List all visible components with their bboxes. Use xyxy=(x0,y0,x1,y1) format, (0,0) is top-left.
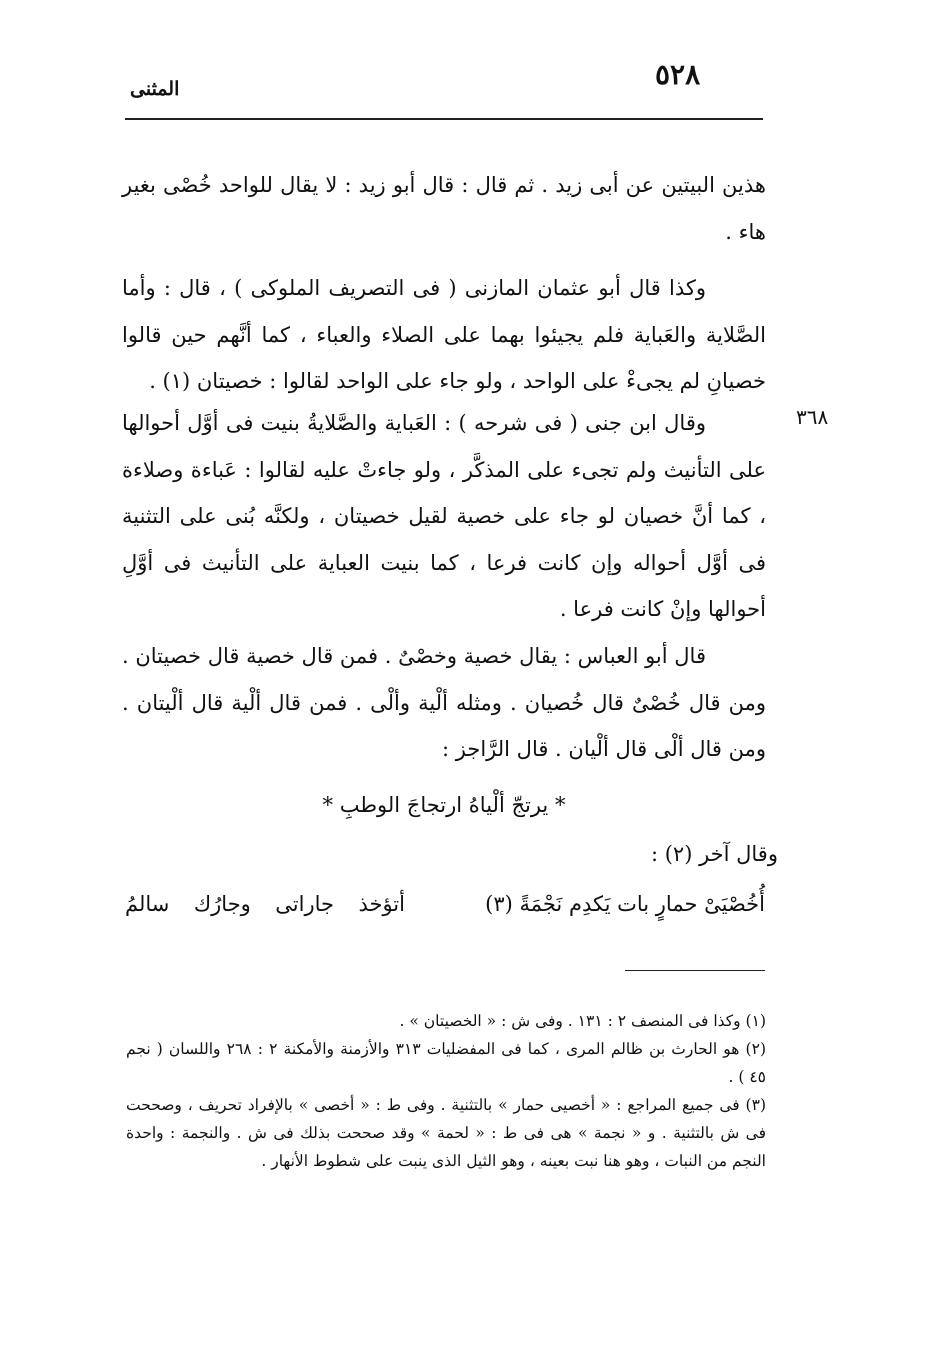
margin-entry-number: ٣٦٨ xyxy=(796,405,829,429)
verse-word: أتؤخذ xyxy=(358,892,405,916)
verse-rajaz: * يرتجّ ألْياهُ ارتجاجَ الوطبِ * xyxy=(322,793,566,817)
footnote-3: (٣) فى جميع المراجع : « أخصيى حمار » بالتثنية . وفى ط : « أخصى » بالإفراد تحريف ، وصححت فى ش بالتثنية . و « نجمة » هى فى ط : « لحمة » وقد صححت بذلك فى ش . والنجمة : واحدة النجم من النبات ، وهو هنا نبت بعينه ، وهو الثيل الذى ينبت على شطوط الأنهار . xyxy=(126,1096,766,1170)
verse-word: سالمُ xyxy=(125,892,170,916)
page-number: ٥٢٨ xyxy=(655,58,701,91)
footnote-2: (٢) هو الحارث بن ظالم المرى ، كما فى المفضليات ٣١٣ والأزمنة والأمكنة ٢ : ٢٦٨ واللسان ( نجم ٤٥ ) . xyxy=(126,1040,766,1086)
verse-hemistich-second xyxy=(125,892,405,916)
running-head: المثنى xyxy=(130,78,180,100)
verse-hemistich-first: أُخُصْيَىْ حمارٍ بات يَكدِم نَجْمَةً (٣) xyxy=(485,892,765,916)
footnote-1: (١) وكذا فى المنصف ٢ : ١٣١ . وفى ش : « الخصيتان » . xyxy=(399,1012,766,1030)
verse-line xyxy=(125,892,765,916)
footnotes xyxy=(126,1007,766,1175)
verse-word: وجارُك xyxy=(193,892,251,916)
paragraph-2: وكذا قال أبو عثمان المازنى ( فى التصريف الملوكى ) ، قال : وأما الصَّلاية والعَباية فلم يجيئوا بهما على الصلاء والعباء ، كما أنَّهم حين قالوا خصيانِ لم يجىءْ على الواحد ، ولو جاء على الواحد لقالوا : خصيتان (١) . xyxy=(122,276,766,393)
verse-intro: وقال آخر (٢) : xyxy=(650,842,778,866)
paragraph-3: وقال ابن جنى ( فى شرحه ) : العَباية والصَّلايةُ بنيت فى أوَّل أحوالها على التأنيث ولم تجىء على المذكَّر ، ولو جاءتْ عليه لقالوا : عَباءة وصلاءة ، كما أنَّ خصيان لو جاء على خصية لقيل خصيتان ، ولكنَّه بُنى على التثنية فى أوَّل أحواله وإن كانت فرعا ، كما بنيت العباية على التأنيث فى أوَّلِ أحوالها وإنْ كانت فرعا . xyxy=(122,411,766,621)
header-rule xyxy=(125,118,763,120)
footnote-rule xyxy=(625,970,765,971)
verse-word: جاراتى xyxy=(275,892,334,916)
paragraph-1: هذين البيتين عن أبى زيد . ثم قال : قال أبو زيد : لا يقال للواحد خُصْى بغير هاء . xyxy=(122,173,766,244)
paragraph-4: قال أبو العباس : يقال خصية وخصْىٌ . فمن قال خصية قال خصيتان . ومن قال خُصْىٌ قال خُصيان . ومثله ألْية وألْى . فمن قال ألْية قال ألْيتان . ومن قال ألْى قال ألْيان . قال الرَّاجز : xyxy=(122,644,766,761)
